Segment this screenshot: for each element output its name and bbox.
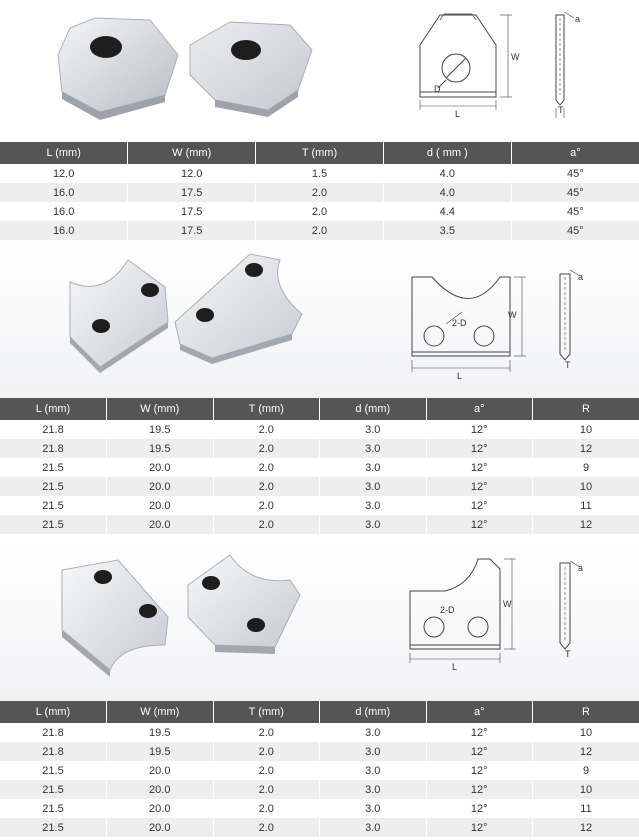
col-header-d: d (mm) (320, 398, 427, 420)
cell: 45° (511, 202, 639, 221)
table-row (0, 496, 639, 515)
cell: 17.5 (128, 202, 256, 221)
dim-label-t-3: T (565, 649, 571, 659)
cell: 2.0 (213, 477, 320, 496)
table-row (0, 761, 639, 780)
product-section-3 (0, 545, 639, 701)
cell: 21.5 (0, 477, 107, 496)
cell: 45° (511, 183, 639, 202)
cell: 2.0 (213, 799, 320, 818)
col-header-a: a° (426, 701, 533, 723)
tech-drawing-2 (412, 270, 580, 372)
spec-table-1 (0, 142, 639, 240)
cell: 21.5 (0, 496, 107, 515)
table-row (0, 221, 639, 240)
cell: 21.8 (0, 742, 107, 761)
cell: 19.5 (107, 420, 214, 439)
cell: 3.0 (320, 780, 427, 799)
cell: 12.0 (0, 164, 128, 183)
cell: 21.5 (0, 799, 107, 818)
cell: 2.0 (256, 221, 384, 240)
cell: 2.0 (213, 458, 320, 477)
cell: 45° (511, 164, 639, 183)
product-section-3-graphics (0, 545, 639, 701)
cell: 20.0 (107, 458, 214, 477)
cell: 2.0 (213, 761, 320, 780)
table-row (0, 420, 639, 439)
cell: 11 (533, 799, 639, 818)
cell: 12° (426, 496, 533, 515)
cell: 2.0 (213, 515, 320, 534)
dim-label-2d-2: 2-D (452, 318, 467, 328)
cell: 20.0 (107, 515, 214, 534)
spec-table-2 (0, 398, 639, 534)
spec-table-3 (0, 701, 639, 837)
cell: 16.0 (0, 183, 128, 202)
cell: 21.8 (0, 723, 107, 742)
insert-photo-1 (58, 18, 178, 120)
cell: 3.0 (320, 723, 427, 742)
cell: 11 (533, 496, 639, 515)
cell: 12° (426, 420, 533, 439)
cell: 20.0 (107, 799, 214, 818)
col-header-w: W (mm) (107, 398, 214, 420)
col-header-a: a° (511, 142, 639, 164)
product-section-1 (0, 0, 639, 142)
cell: 20.0 (107, 780, 214, 799)
table-row (0, 799, 639, 818)
dim-label-w-1: W (511, 52, 520, 62)
cell: 12° (426, 742, 533, 761)
dim-label-w-2: W (508, 310, 517, 320)
cell: 17.5 (128, 183, 256, 202)
insert-photo-6 (188, 555, 300, 654)
cell: 4.4 (383, 202, 511, 221)
dim-label-l-2: L (457, 371, 463, 381)
insert-photo-5 (62, 560, 168, 677)
cell: 3.0 (320, 761, 427, 780)
cell: 12 (533, 818, 639, 837)
cell: 3.0 (320, 439, 427, 458)
cell: 12.0 (128, 164, 256, 183)
cell: 12 (533, 439, 639, 458)
cell: 12° (426, 761, 533, 780)
cell: 12° (426, 439, 533, 458)
col-header-t: T (mm) (256, 142, 384, 164)
cell: 12° (426, 818, 533, 837)
insert-photo-2 (190, 22, 312, 117)
col-header-r: R (533, 398, 639, 420)
cell: 21.8 (0, 439, 107, 458)
cell: 3.0 (320, 496, 427, 515)
cell: 20.0 (107, 818, 214, 837)
table-row (0, 742, 639, 761)
table-header-row (0, 142, 639, 164)
cell: 2.0 (213, 723, 320, 742)
col-header-r: R (533, 701, 639, 723)
insert-photo-3 (70, 260, 168, 373)
cell: 10 (533, 420, 639, 439)
col-header-a: a° (426, 398, 533, 420)
table-row (0, 818, 639, 837)
cell: 21.5 (0, 818, 107, 837)
col-header-l: L (mm) (0, 701, 107, 723)
table-row (0, 439, 639, 458)
dim-label-l-1: L (455, 109, 461, 119)
cell: 10 (533, 477, 639, 496)
cell: 12° (426, 723, 533, 742)
cell: 12° (426, 780, 533, 799)
dim-label-d-1: D (434, 84, 441, 94)
table-row (0, 515, 639, 534)
cell: 12° (426, 458, 533, 477)
table-header-row (0, 398, 639, 420)
cell: 2.0 (213, 496, 320, 515)
cell: 4.0 (383, 164, 511, 183)
product-section-1-graphics (0, 0, 639, 142)
cell: 3.0 (320, 458, 427, 477)
product-section-2 (0, 242, 639, 398)
cell: 10 (533, 723, 639, 742)
cell: 12 (533, 515, 639, 534)
product-section-2-graphics (0, 242, 639, 398)
cell: 3.0 (320, 799, 427, 818)
table-row (0, 164, 639, 183)
cell: 19.5 (107, 439, 214, 458)
cell: 2.0 (213, 439, 320, 458)
table-row (0, 477, 639, 496)
dim-label-l-3: L (452, 662, 458, 672)
cell: 20.0 (107, 761, 214, 780)
cell: 21.5 (0, 780, 107, 799)
table-row (0, 780, 639, 799)
cell: 9 (533, 761, 639, 780)
dim-label-w-3: W (503, 599, 512, 609)
col-header-d: d ( mm ) (383, 142, 511, 164)
cell: 20.0 (107, 496, 214, 515)
cell: 3.5 (383, 221, 511, 240)
insert-photo-4 (175, 254, 302, 364)
col-header-l: L (mm) (0, 142, 128, 164)
cell: 16.0 (0, 202, 128, 221)
cell: 12 (533, 742, 639, 761)
cell: 19.5 (107, 723, 214, 742)
cell: 3.0 (320, 420, 427, 439)
dim-label-a-2: a (578, 272, 584, 282)
col-header-t: T (mm) (213, 701, 320, 723)
cell: 17.5 (128, 221, 256, 240)
cell: 2.0 (256, 202, 384, 221)
cell: 12° (426, 477, 533, 496)
cell: 21.5 (0, 458, 107, 477)
cell: 3.0 (320, 477, 427, 496)
col-header-l: L (mm) (0, 398, 107, 420)
dim-label-2d-3: 2-D (440, 605, 455, 615)
cell: 2.0 (213, 818, 320, 837)
cell: 10 (533, 780, 639, 799)
cell: 20.0 (107, 477, 214, 496)
dim-label-t-1: T (558, 105, 564, 115)
dim-label-t-2: T (565, 360, 571, 370)
cell: 12° (426, 515, 533, 534)
cell: 9 (533, 458, 639, 477)
cell: 2.0 (213, 420, 320, 439)
table-header-row (0, 701, 639, 723)
col-header-w: W (mm) (107, 701, 214, 723)
cell: 2.0 (256, 183, 384, 202)
cell: 12° (426, 799, 533, 818)
table-row (0, 458, 639, 477)
dim-label-a-1: a (575, 14, 581, 24)
cell: 1.5 (256, 164, 384, 183)
table-row (0, 723, 639, 742)
col-header-d: d (mm) (320, 701, 427, 723)
cell: 45° (511, 221, 639, 240)
col-header-t: T (mm) (213, 398, 320, 420)
cell: 3.0 (320, 742, 427, 761)
cell: 2.0 (213, 742, 320, 761)
cell: 21.5 (0, 515, 107, 534)
cell: 16.0 (0, 221, 128, 240)
cell: 3.0 (320, 515, 427, 534)
tech-drawing-3 (410, 559, 580, 663)
dim-label-a-3: a (578, 563, 584, 573)
tech-drawing-1 (420, 12, 574, 118)
col-header-w: W (mm) (128, 142, 256, 164)
cell: 21.5 (0, 761, 107, 780)
table-row (0, 183, 639, 202)
cell: 21.8 (0, 420, 107, 439)
cell: 2.0 (213, 780, 320, 799)
cell: 19.5 (107, 742, 214, 761)
cell: 4.0 (383, 183, 511, 202)
cell: 3.0 (320, 818, 427, 837)
table-row (0, 202, 639, 221)
